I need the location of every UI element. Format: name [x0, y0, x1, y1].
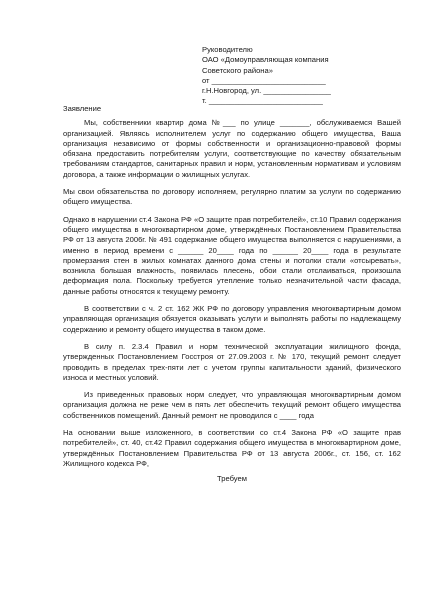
closing-word: Требуем	[217, 474, 247, 484]
sender-phone-line: т. ___________________________	[202, 96, 323, 106]
addressee-line: Руководителю	[202, 45, 253, 54]
paragraph: Мы свои обязательства по договору исполняем, регулярно платим за услуги по содержанию общего имущества.	[63, 187, 401, 207]
document-title: Заявление	[63, 104, 102, 113]
paragraph: На основании выше изложенного, в соответствии со ст.4 Закона РФ «О защите прав потребителей», ст. 40, ст.42 Правил содержания общего имущества в многоквартирном доме, утверждённых Постановлением Правительства РФ от 13 августа 2006г., ст. 156, ст. 162 Жилищного кодекса РФ,	[63, 428, 401, 468]
addressee-block	[202, 45, 402, 107]
paragraph: Из приведенных правовых норм следует, что управляющая многоквартирным домом организация должна не реже чем в пять лет обеспечить текущий ремонт общего имущества собственников помещений. Данный ремонт не проводился с ____ года	[63, 390, 401, 420]
sender-address-line: г.Н.Новгород, ул. ________________	[202, 86, 331, 96]
sender-line: от ___________________________	[202, 75, 326, 85]
paragraph: Мы, собственники квартир дома №___ по улице _______, обслуживаемся Вашей организацией. Являясь исполнителем услуг по содержанию общего имущества, Ваша организация независимо от формы собственности и организационно-правовой формы обязана предоставить потребителям услуги, соответствующие по качеству обязательным требованиям стандартов, санитарных правил и норм, установленным нормативам и условиям договора, а также информации о жилищных услугах.	[63, 118, 401, 179]
addressee-line: Советского района»	[202, 65, 273, 75]
paragraph: Однако в нарушении ст.4 Закона РФ «О защите прав потребителей», ст.10 Правил содержания общего имущества в многоквартирном доме, утверждённых Постановлением Правительства РФ от 13 августа 2006г. № 491 содержание общего имущества выполняется с нарушениями, а именно в период времени с ______ 20____ года по ______ 20____ года в результате промерзания стен в жилых комнатах данного дома стены и потолки стали «отсыревать», возникла большая влажность, появилась плесень, обои стали отслаиваться, произошла деформация пола. Поскольку требуется утепление только незначительной части фасада, данные работы относятся к текущему ремонту.	[63, 214, 401, 296]
addressee-line: ОАО «Домоуправляющая компания	[202, 55, 329, 65]
paragraph: В соответствии с ч. 2 ст. 162 ЖК РФ по договору управления многоквартирным домом управляющая организация обязуется оказывать услуги и выполнять работы по надлежащему содержанию и ремонту общего имущества в таком доме.	[63, 304, 401, 334]
paragraph: В силу п. 2.3.4 Правил и норм технической эксплуатации жилищного фонда, утвержденных Постановлением Госстроя от 27.09.2003 г. № 170, текущий ремонт следует проводить в пределах трех-пяти лет с учетом группы капитальности зданий, физического износа и местных условий.	[63, 341, 401, 382]
document-body	[63, 104, 401, 485]
